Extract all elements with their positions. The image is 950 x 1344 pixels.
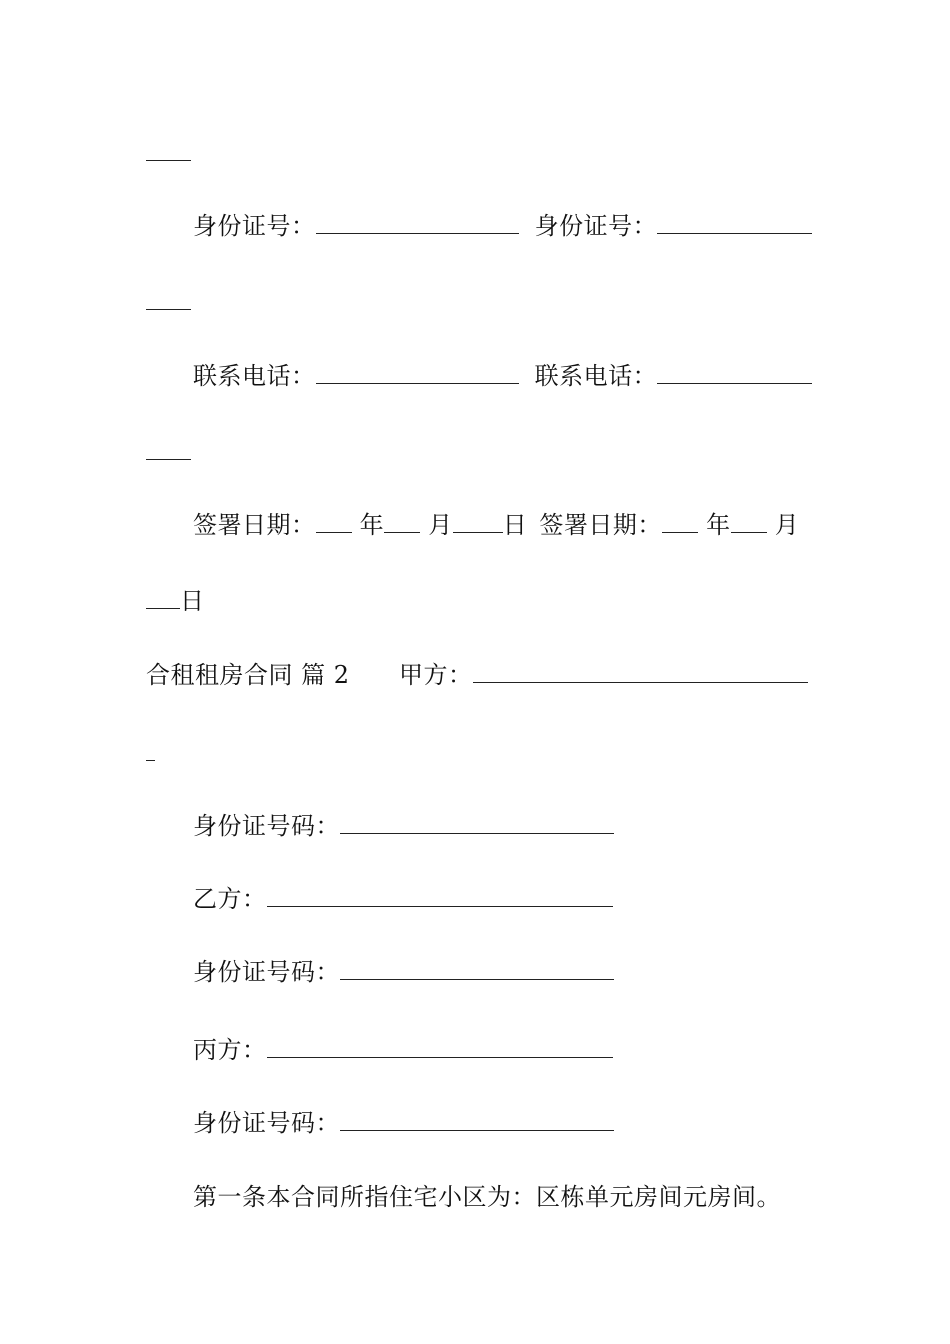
party-b-label: 乙方： bbox=[193, 885, 267, 913]
phone-continuation-underline bbox=[146, 459, 191, 460]
party-c-blank bbox=[267, 1035, 613, 1058]
signing-date-label-right: 签署日期： bbox=[539, 511, 662, 539]
party-a-blank bbox=[473, 660, 808, 683]
id-number-row bbox=[193, 211, 812, 241]
month-label-right: 月 bbox=[774, 511, 800, 539]
id-number-blank-left bbox=[316, 211, 519, 234]
month-blank-left bbox=[384, 510, 420, 533]
signing-date-row bbox=[193, 510, 799, 540]
section-title: 合租租房合同 篇 2 bbox=[146, 661, 350, 689]
id-number-blank-right bbox=[657, 211, 812, 234]
party-c-id-row bbox=[193, 1108, 614, 1138]
party-a-continuation-underline bbox=[146, 760, 155, 761]
month-label-left: 月 bbox=[428, 511, 453, 539]
party-b-id-blank bbox=[340, 957, 614, 980]
phone-row bbox=[193, 361, 812, 391]
day-blank-right bbox=[146, 586, 180, 609]
phone-label-right: 联系电话： bbox=[534, 362, 658, 390]
party-a-id-row bbox=[193, 811, 614, 841]
signing-date-continuation bbox=[146, 586, 205, 616]
id-number-label-left: 身份证号： bbox=[193, 212, 316, 240]
day-blank-left bbox=[453, 510, 503, 533]
party-b-blank bbox=[267, 884, 613, 907]
party-a-id-blank bbox=[340, 811, 614, 834]
id-number-label-right: 身份证号： bbox=[534, 212, 658, 240]
id-number-continuation-underline bbox=[146, 309, 191, 310]
party-b-id-label: 身份证号码： bbox=[193, 958, 340, 986]
party-c-id-blank bbox=[340, 1108, 614, 1131]
continuation-underline bbox=[146, 160, 191, 161]
phone-blank-left bbox=[316, 361, 519, 384]
party-b-row bbox=[193, 884, 613, 914]
year-blank-left bbox=[316, 510, 352, 533]
year-blank-right bbox=[662, 510, 698, 533]
party-c-label: 丙方： bbox=[193, 1036, 267, 1064]
party-c-id-label: 身份证号码： bbox=[193, 1109, 340, 1137]
phone-label-left: 联系电话： bbox=[193, 362, 316, 390]
signing-date-label-left: 签署日期： bbox=[193, 511, 316, 539]
day-label-left: 日 bbox=[502, 511, 528, 539]
article-one: 第一条本合同所指住宅小区为：区栋单元房间元房间。 bbox=[193, 1183, 781, 1211]
year-label-left: 年 bbox=[359, 511, 385, 539]
party-b-id-row bbox=[193, 957, 614, 987]
party-a-row bbox=[399, 660, 808, 690]
day-label-right: 日 bbox=[180, 587, 205, 615]
phone-blank-right bbox=[657, 361, 812, 384]
month-blank-right bbox=[731, 510, 767, 533]
party-a-id-label: 身份证号码： bbox=[193, 812, 340, 840]
section-heading-row bbox=[146, 660, 350, 690]
party-c-row bbox=[193, 1035, 613, 1065]
year-label-right: 年 bbox=[706, 511, 731, 539]
party-a-label: 甲方： bbox=[399, 661, 473, 689]
